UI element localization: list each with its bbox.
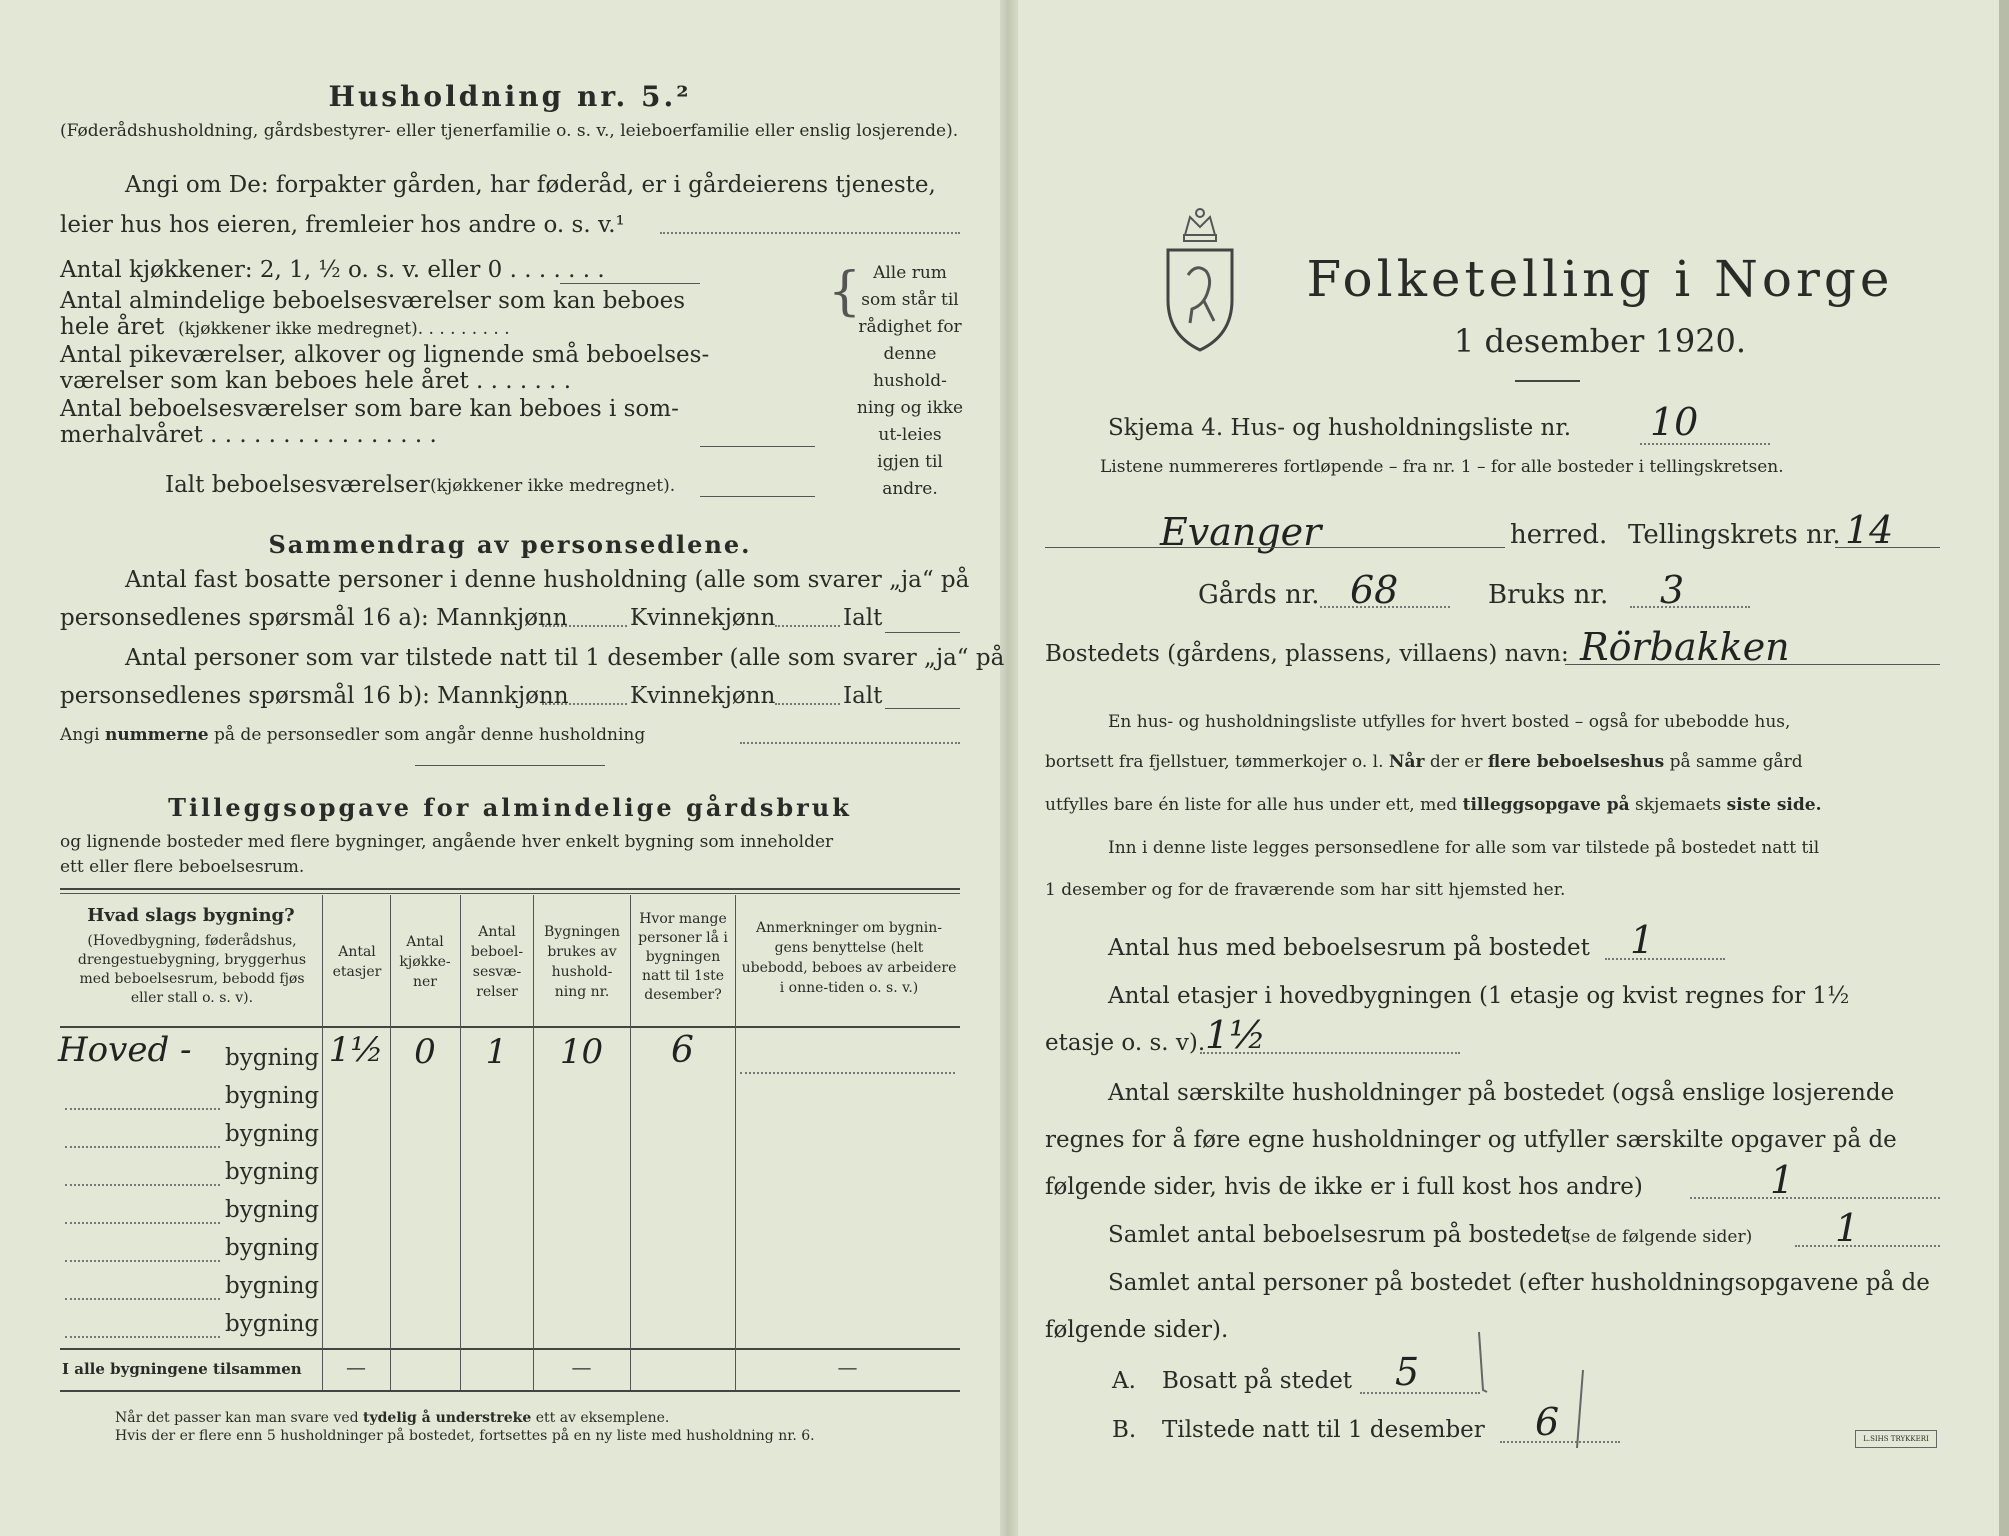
- total-husholdning: —: [571, 1355, 592, 1379]
- angi-nummer-line: [740, 742, 960, 744]
- sarskilte-line-2: regnes for å føre egne husholdninger og utfyller særskilte opgaver på de: [1045, 1127, 1897, 1153]
- sum2-female-line: [775, 703, 840, 705]
- pencil-check-marks: [1465, 1330, 1605, 1460]
- col5-header: Hvor mange personer lå i bygningen natt til 1ste desember?: [638, 911, 728, 1003]
- sum2-female-label: Kvinnekjønn: [630, 683, 776, 709]
- samlet-rom-label: Samlet antal beboelsesrum på bostedet: [1108, 1222, 1570, 1248]
- row1-building-name: Hoved -: [58, 1030, 192, 1070]
- instruction-3: utfylles bare én liste for alle hus under ett, med tilleggsopgave på skjemaets siste side.: [1045, 795, 1822, 815]
- household-title: Husholdning nr. 5.²: [328, 80, 692, 113]
- sum1-total-label: Ialt: [843, 605, 883, 631]
- bruks-label: Bruks nr.: [1488, 580, 1609, 610]
- sum2-total-label: Ialt: [843, 683, 883, 709]
- row4-name-line: [65, 1184, 220, 1186]
- table-bottom-rule: [60, 1390, 960, 1392]
- col2-header: Antal kjøkke-ner: [399, 934, 451, 990]
- col0-subtitle: (Hovedbygning, føderådshus, drengestuebygning, bryggerhus med beboelsesrum, bebodd fjøs eller stall o. s. v).: [77, 933, 307, 1006]
- row1-etasjer: 1½: [328, 1030, 384, 1070]
- question-rooms-note: (kjøkkener ikke medregnet). . . . . . . . .: [178, 319, 510, 339]
- samlet-rom-note: (se de følgende sider): [1565, 1227, 1753, 1247]
- krets-value: 14: [1845, 508, 1894, 552]
- bosted-line: [1565, 664, 1940, 665]
- question-summer-rooms-b: merhalvåret . . . . . . . . . . . . . . . .: [60, 422, 437, 448]
- herred-line: [1045, 547, 1505, 548]
- table-top-rule-2: [60, 893, 960, 894]
- row1-personer: 6: [671, 1030, 694, 1071]
- total-etasjer: —: [346, 1355, 366, 1379]
- summary-1-line-1: Antal fast bosatte personer i denne husholdning (alle som svarer „ja“ på: [125, 567, 970, 593]
- row3-bygning: bygning: [225, 1121, 320, 1147]
- tillegg-sub-2: ett eller flere beboelsesrum.: [60, 857, 305, 877]
- skjema-line: [1640, 443, 1770, 445]
- row5-name-line: [65, 1222, 220, 1224]
- instruction-1: En hus- og husholdningsliste utfylles for hvert bosted – også for ubebodde hus,: [1108, 712, 1791, 732]
- question-small-rooms-a: Antal pikeværelser, alkover og lignende små beboelses-: [60, 342, 710, 368]
- answer-line-kitchens: [560, 283, 700, 284]
- row5-bygning: bygning: [225, 1197, 320, 1223]
- tillegg-title: Tilleggsopgave for almindelige gårdsbruk: [168, 793, 852, 822]
- etasjer-answer-line: [1200, 1052, 1460, 1054]
- tilstede-label: Tilstede natt til 1 desember: [1162, 1417, 1485, 1443]
- col-divider-4: [533, 895, 534, 1390]
- total-rooms-note: (kjøkkener ikke medregnet).: [430, 476, 676, 496]
- summary-title: Sammendrag av personsedlene.: [268, 530, 752, 559]
- bosted-value: Rörbakken: [1580, 625, 1790, 669]
- angi-nummer: Angi nummerne på de personsedler som angår denne husholdning: [60, 725, 646, 745]
- col0-title: Hvad slags bygning?: [87, 905, 295, 926]
- table-total-label: I alle bygningene tilsammen: [62, 1360, 302, 1378]
- bruks-line: [1630, 606, 1750, 608]
- footnote-1: Når det passer kan man svare ved tydelig å understreke ett av eksemplene.: [115, 1410, 670, 1426]
- herred-label: herred.: [1510, 520, 1608, 550]
- sum1-male-line: [542, 625, 627, 627]
- tilstede-value: 6: [1535, 1400, 1560, 1444]
- brace: {: [828, 262, 862, 322]
- row1-husholdning: 10: [559, 1032, 604, 1072]
- footnote-2: Hvis der er flere enn 5 husholdninger på bostedet, fortsettes på en ny liste med husholdning nr. 6.: [115, 1428, 815, 1444]
- question-small-rooms-b: værelser som kan beboes hele året . . . . . . .: [60, 368, 572, 394]
- angi-line-2: leier hus hos eieren, fremleier hos andre o. s. v.¹: [60, 212, 625, 238]
- gards-value: 68: [1350, 568, 1399, 612]
- tilstede-letter: B.: [1112, 1417, 1137, 1443]
- sum2-total-line: [885, 708, 960, 709]
- summary-1-line-2: personsedlenes spørsmål 16 a): Mannkjønn: [60, 605, 568, 631]
- bosatt-value: 5: [1395, 1350, 1420, 1394]
- listene-note: Listene nummereres fortløpende – fra nr. 1 – for alle bosteder i tellingskretsen.: [1100, 457, 1784, 477]
- question-summer-rooms-a: Antal beboelsesværelser som bare kan beboes i som-: [60, 396, 679, 422]
- question-kitchens: Antal kjøkkener: 2, 1, ½ o. s. v. eller 0 . . . . . . .: [60, 257, 605, 283]
- row1-note-line: [740, 1072, 955, 1074]
- samlet-rom-line: [1795, 1245, 1940, 1247]
- row7-name-line: [65, 1298, 220, 1300]
- table-top-rule: [60, 888, 960, 890]
- norway-coat-of-arms-icon: [1160, 205, 1240, 355]
- page-fold: [1000, 0, 1018, 1536]
- section-divider: [415, 765, 605, 766]
- bosatt-line: [1360, 1392, 1480, 1394]
- total-rooms-label: Ialt beboelsesværelser: [165, 472, 430, 498]
- samlet-rom-value: 1: [1835, 1206, 1860, 1250]
- tillegg-sub-1: og lignende bosteder med flere bygninger, angående hver enkelt bygning som inneholder: [60, 832, 834, 852]
- table-header-rule: [60, 1026, 960, 1028]
- bosatt-letter: A.: [1112, 1368, 1136, 1394]
- page-edge: [1999, 0, 2009, 1536]
- herred-value: Evanger: [1160, 510, 1322, 554]
- row6-bygning: bygning: [225, 1235, 320, 1261]
- gards-label: Gårds nr.: [1198, 580, 1320, 610]
- instruction-4: Inn i denne liste legges personsedlene for alle som var tilstede på bostedet natt til: [1108, 838, 1820, 858]
- skjema-value: 10: [1650, 400, 1699, 444]
- printer-stamp: L.SIHS TRYKKERI: [1855, 1430, 1937, 1448]
- question-rooms-b: hele året: [60, 314, 165, 340]
- instruction-5: 1 desember og for de fraværende som har sitt hjemsted her.: [1045, 880, 1566, 900]
- sum1-female-line: [775, 625, 840, 627]
- col4-header: Bygningen brukes av hushold-ning nr.: [544, 924, 620, 1000]
- angi-answer-line: [660, 232, 960, 234]
- row6-name-line: [65, 1260, 220, 1262]
- form-date: 1 desember 1920.: [1453, 322, 1747, 360]
- hus-label: Antal hus med beboelsesrum på bostedet: [1108, 935, 1590, 961]
- etasjer-line-1: Antal etasjer i hovedbygningen (1 etasje og kvist regnes for 1½: [1108, 983, 1850, 1009]
- sarskilte-line-3: følgende sider, hvis de ikke er i full kost hos andre): [1045, 1174, 1643, 1200]
- household-subtitle: (Føderådshusholdning, gårdsbestyrer- eller tjenerfamilie o. s. v., leieboerfamilie eller enslig losjerende).: [60, 121, 959, 141]
- answer-line-summer: [700, 446, 815, 447]
- row1-bygning: bygning: [225, 1045, 320, 1071]
- sum1-total-line: [885, 632, 960, 633]
- hus-value: 1: [1630, 918, 1655, 962]
- samlet-pers-line-1: Samlet antal personer på bostedet (efter husholdningsopgavene på de: [1108, 1270, 1930, 1296]
- bosatt-label: Bosatt på stedet: [1162, 1368, 1353, 1394]
- row8-bygning: bygning: [225, 1311, 320, 1337]
- instruction-2: bortsett fra fjellstuer, tømmerkojer o. l. Når der er flere beboelseshus på samme gård: [1045, 752, 1803, 772]
- row1-kjokken: 0: [414, 1032, 436, 1072]
- bosted-label: Bostedets (gårdens, plassens, villaens) navn:: [1045, 641, 1569, 667]
- angi-line-1: Angi om De: forpakter gården, har føderåd, er i gårdeierens tjeneste,: [125, 172, 936, 198]
- skjema-label: Skjema 4. Hus- og husholdningsliste nr.: [1108, 415, 1572, 441]
- row8-name-line: [65, 1336, 220, 1338]
- col-divider-6: [735, 895, 736, 1390]
- title-divider: [1515, 380, 1580, 382]
- hus-line: [1605, 958, 1725, 960]
- col-divider-1: [322, 895, 323, 1390]
- krets-line: [1835, 547, 1940, 548]
- sarskilte-answer-line: [1690, 1197, 1940, 1199]
- row2-name-line: [65, 1108, 220, 1110]
- col-divider-3: [460, 895, 461, 1390]
- gards-line: [1320, 606, 1450, 608]
- krets-label: Tellingskrets nr.: [1628, 520, 1841, 550]
- col3-header: Antal beboel-sesvæ-relser: [470, 924, 524, 1000]
- samlet-pers-line-2: følgende sider).: [1045, 1317, 1229, 1343]
- sarskilte-value: 1: [1770, 1158, 1795, 1202]
- table-total-rule: [60, 1348, 960, 1350]
- col1-header: Antal etasjer: [332, 944, 382, 980]
- row2-bygning: bygning: [225, 1083, 320, 1109]
- row7-bygning: bygning: [225, 1273, 320, 1299]
- col-divider-2: [390, 895, 391, 1390]
- brace-note: Alle rum som står til rådighet for denne hushold-ning og ikke ut-leies igjen til andre.: [856, 263, 964, 499]
- form-title: Folketelling i Norge: [1306, 250, 1894, 308]
- sum1-female-label: Kvinnekjønn: [630, 605, 776, 631]
- question-rooms-a: Antal almindelige beboelsesværelser som kan beboes: [60, 288, 686, 314]
- answer-line-total: [700, 496, 815, 497]
- row1-rom: 1: [485, 1032, 508, 1072]
- total-notes: —: [837, 1355, 858, 1379]
- sum2-male-line: [542, 703, 627, 705]
- col6-header: Anmerkninger om bygnin-gens benyttelse (helt ubebodd, beboes av arbeidere i onne-tiden o. s. v.): [741, 920, 957, 996]
- bruks-value: 3: [1660, 568, 1685, 612]
- row3-name-line: [65, 1146, 220, 1148]
- summary-2-line-1: Antal personer som var tilstede natt til 1 desember (alle som svarer „ja“ på: [125, 645, 1005, 671]
- etasjer-value: 1½: [1205, 1013, 1267, 1057]
- sarskilte-line-1: Antal særskilte husholdninger på bostedet (også enslige losjerende: [1108, 1080, 1895, 1106]
- etasjer-line-2: etasje o. s. v).: [1045, 1030, 1206, 1056]
- col-divider-5: [630, 895, 631, 1390]
- row4-bygning: bygning: [225, 1159, 320, 1185]
- summary-2-line-2: personsedlenes spørsmål 16 b): Mannkjønn: [60, 683, 569, 709]
